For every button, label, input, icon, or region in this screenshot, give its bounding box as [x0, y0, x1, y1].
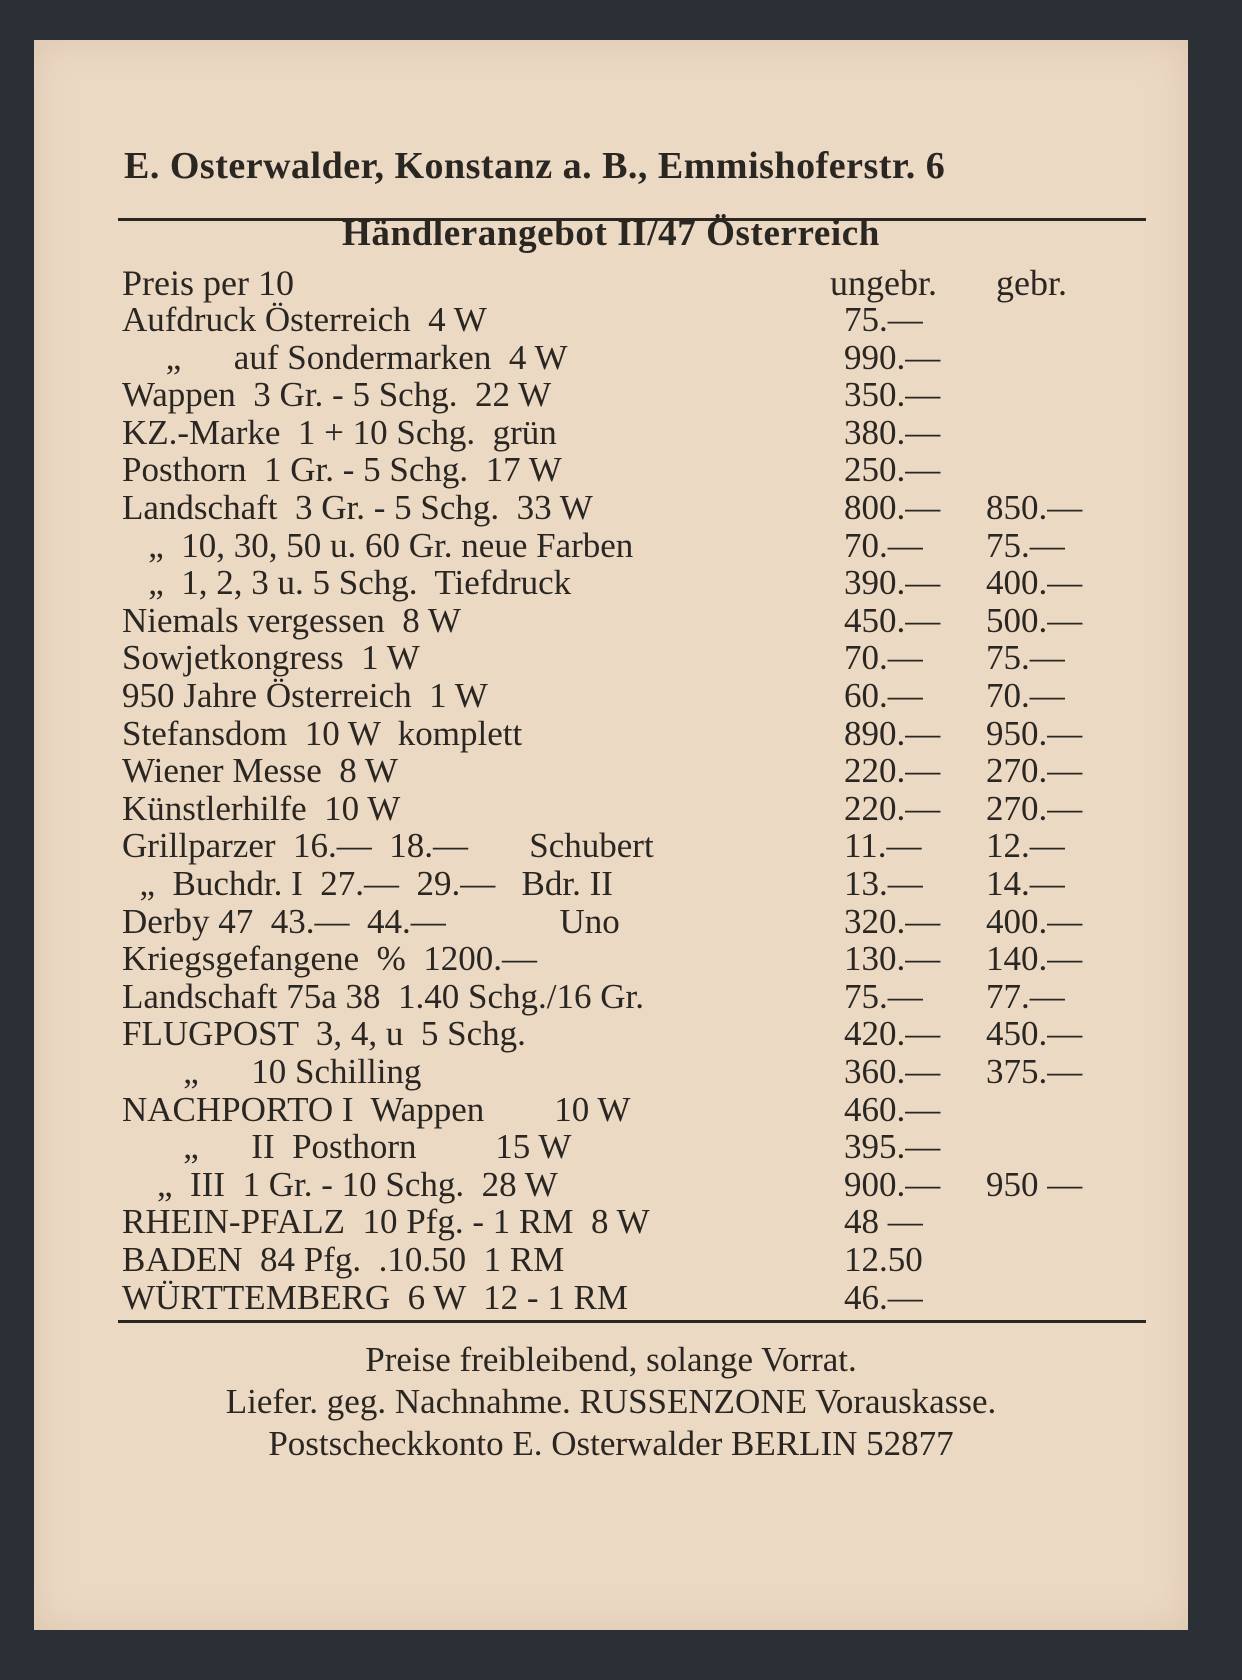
column-header-gebr: gebr.: [996, 263, 1067, 303]
row-price-ungebr: 250.—: [844, 450, 941, 490]
row-item-description: Niemals vergessen 8 W: [122, 600, 461, 640]
row-price-ungebr: 70.—: [844, 638, 923, 678]
row-price-gebr: 12.—: [986, 826, 1065, 866]
row-item-description: Aufdruck Österreich 4 W: [122, 300, 487, 339]
row-price-gebr: 77.—: [986, 976, 1065, 1016]
table-row: [34, 939, 1188, 979]
row-item-description: „ Buchdr. I 27.— 29.— Bdr. II: [122, 864, 613, 903]
row-item-description: Posthorn 1 Gr. - 5 Schg. 17 W: [122, 450, 562, 490]
row-price-ungebr: 46.—: [844, 1277, 923, 1317]
row-price-ungebr: 450.—: [844, 600, 941, 640]
row-price-gebr: 400.—: [986, 563, 1083, 603]
table-row: [34, 450, 1188, 490]
table-row: [34, 563, 1188, 603]
row-price-ungebr: 220.—: [844, 788, 941, 828]
row-item-description: WÜRTTEMBERG 6 W 12 - 1 RM: [122, 1277, 629, 1317]
row-price-ungebr: 75.—: [844, 976, 923, 1016]
header-address: E. Osterwalder, Konstanz a. B., Emmishoferstr. 6: [124, 145, 946, 187]
row-price-ungebr: 12.50: [844, 1240, 923, 1279]
row-price-ungebr: 13.—: [844, 864, 923, 903]
row-price-ungebr: 900.—: [844, 1164, 941, 1204]
row-price-gebr: 70.—: [986, 676, 1065, 715]
row-item-description: „ 10 Schilling: [122, 1052, 422, 1091]
row-item-description: KZ.-Marke 1 + 10 Schg. grün: [122, 412, 557, 452]
row-price-ungebr: 320.—: [844, 901, 941, 941]
row-price-gebr: 75.—: [986, 525, 1065, 565]
row-price-gebr: 270.—: [986, 751, 1083, 791]
table-row: [34, 1278, 1188, 1318]
table-row: [34, 789, 1188, 829]
row-price-ungebr: 360.—: [844, 1052, 941, 1091]
table-row: [34, 751, 1188, 791]
table-row: [34, 1240, 1188, 1280]
row-price-gebr: 400.—: [986, 901, 1083, 941]
row-price-ungebr: 220.—: [844, 751, 941, 791]
row-price-gebr: 450.—: [986, 1014, 1083, 1054]
table-row: [34, 864, 1188, 904]
table-row: [34, 488, 1188, 528]
table-row: [34, 526, 1188, 566]
row-item-description: Landschaft 3 Gr. - 5 Schg. 33 W: [122, 488, 593, 527]
row-price-ungebr: 48 —: [844, 1202, 923, 1242]
table-row: [34, 902, 1188, 942]
row-item-description: Wappen 3 Gr. - 5 Schg. 22 W: [122, 375, 552, 415]
row-price-ungebr: 60.—: [844, 676, 923, 715]
row-price-ungebr: 130.—: [844, 939, 941, 979]
table-row: [34, 1052, 1188, 1092]
row-price-ungebr: 395.—: [844, 1127, 941, 1167]
row-price-gebr: 375.—: [986, 1052, 1083, 1091]
table-row: [34, 1127, 1188, 1167]
row-price-ungebr: 890.—: [844, 713, 941, 753]
table-row: [34, 1165, 1188, 1205]
row-price-gebr: 140.—: [986, 939, 1083, 979]
row-price-ungebr: 420.—: [844, 1014, 941, 1054]
table-row: [34, 413, 1188, 453]
offer-title: Händlerangebot II/47 Österreich: [342, 213, 880, 254]
row-price-gebr: 14.—: [986, 864, 1065, 903]
row-price-ungebr: 990.—: [844, 337, 941, 377]
row-price-ungebr: 70.—: [844, 525, 923, 565]
column-header-ungebr: ungebr.: [830, 263, 937, 303]
row-price-gebr: 500.—: [986, 600, 1083, 640]
row-item-description: „ 1, 2, 3 u. 5 Schg. Tiefdruck: [122, 563, 572, 603]
row-price-ungebr: 380.—: [844, 412, 941, 452]
row-item-description: Wiener Messe 8 W: [122, 751, 398, 791]
row-price-ungebr: 75.—: [844, 300, 923, 339]
row-price-ungebr: 460.—: [844, 1089, 941, 1129]
column-label-price-per: Preis per 10: [122, 263, 294, 303]
row-price-gebr: 850.—: [986, 488, 1083, 527]
table-row: [34, 714, 1188, 754]
row-price-gebr: 270.—: [986, 788, 1083, 828]
table-row: [34, 676, 1188, 716]
row-item-description: FLUGPOST 3, 4, u 5 Schg.: [122, 1014, 526, 1054]
row-price-ungebr: 800.—: [844, 488, 941, 527]
row-price-ungebr: 350.—: [844, 375, 941, 415]
row-item-description: Künstlerhilfe 10 W: [122, 788, 401, 828]
row-item-description: „ III 1 Gr. - 10 Schg. 28 W: [122, 1164, 558, 1204]
table-row: [34, 338, 1188, 378]
row-price-gebr: 950 —: [986, 1164, 1083, 1204]
row-item-description: Stefansdom 10 W komplett: [122, 713, 523, 753]
row-item-description: BADEN 84 Pfg. .10.50 1 RM: [122, 1240, 565, 1279]
row-item-description: „ 10, 30, 50 u. 60 Gr. neue Farben: [122, 525, 634, 565]
footer-rule: [118, 1320, 1146, 1323]
footer-line-3: Postscheckkonto E. Osterwalder BERLIN 52877: [268, 1424, 954, 1463]
row-item-description: Kriegsgefangene % 1200.—: [122, 939, 538, 979]
row-price-gebr: 950.—: [986, 713, 1083, 753]
row-price-ungebr: 390.—: [844, 563, 941, 603]
table-row: [34, 977, 1188, 1017]
row-item-description: Grillparzer 16.— 18.— Schubert: [122, 826, 654, 866]
table-row: [34, 601, 1188, 641]
table-row: [34, 1090, 1188, 1130]
row-item-description: „ II Posthorn 15 W: [122, 1127, 572, 1167]
table-row: [34, 826, 1188, 866]
footer-line-2: Liefer. geg. Nachnahme. RUSSENZONE Vorauskasse.: [225, 1382, 997, 1421]
row-price-ungebr: 11.—: [844, 826, 922, 866]
table-row: [34, 375, 1188, 415]
table-row: [34, 1014, 1188, 1054]
footer-line-1: Preise freibleibend, solange Vorrat.: [365, 1340, 857, 1379]
price-list-card: [34, 40, 1188, 1630]
row-price-gebr: 75.—: [986, 638, 1065, 678]
table-row: [34, 638, 1188, 678]
row-item-description: Derby 47 43.— 44.— Uno: [122, 901, 620, 941]
row-item-description: Landschaft 75a 38 1.40 Schg./16 Gr.: [122, 976, 644, 1016]
row-item-description: Sowjetkongress 1 W: [122, 638, 420, 678]
table-row: [34, 300, 1188, 340]
row-item-description: RHEIN-PFALZ 10 Pfg. - 1 RM 8 W: [122, 1202, 650, 1242]
row-item-description: NACHPORTO I Wappen 10 W: [122, 1089, 631, 1129]
table-row: [34, 1202, 1188, 1242]
row-item-description: „ auf Sondermarken 4 W: [122, 337, 568, 377]
row-item-description: 950 Jahre Österreich 1 W: [122, 676, 488, 715]
